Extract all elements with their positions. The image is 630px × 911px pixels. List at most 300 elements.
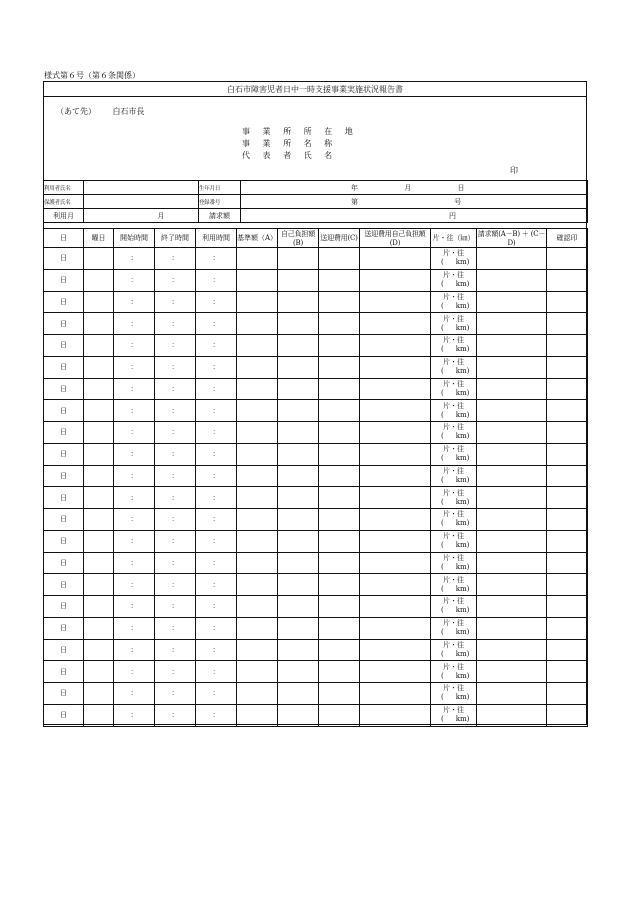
self-pay-cell[interactable] (278, 465, 319, 487)
record-rows (44, 248, 588, 727)
table-row (44, 335, 588, 357)
trip-cell[interactable] (431, 661, 477, 683)
base-cell[interactable] (237, 269, 278, 291)
weekday-cell[interactable] (84, 465, 114, 487)
start-cell[interactable]: ： (114, 400, 155, 422)
start-cell[interactable]: ： (114, 422, 155, 444)
confirm-cell[interactable] (547, 378, 588, 400)
confirm-cell[interactable] (547, 530, 588, 552)
self-pay-cell[interactable] (278, 422, 319, 444)
weekday-cell[interactable] (84, 617, 114, 639)
claim-cell[interactable] (477, 248, 547, 270)
trip-cell[interactable] (431, 596, 477, 618)
claim-cell[interactable] (477, 530, 547, 552)
report-form (43, 81, 587, 725)
usage-cell[interactable]: ： (196, 378, 237, 400)
day-cell[interactable]: 日 (44, 443, 84, 465)
day-cell[interactable]: 日 (44, 596, 84, 618)
trip-type-label: 片・往 (443, 292, 464, 301)
trip-cell[interactable] (431, 443, 477, 465)
day-cell[interactable]: 日 (44, 422, 84, 444)
weekday-cell[interactable] (84, 248, 114, 270)
usage-cell[interactable]: ： (196, 530, 237, 552)
base-cell[interactable] (237, 683, 278, 705)
weekday-cell[interactable] (84, 683, 114, 705)
start-cell[interactable]: ： (114, 639, 155, 661)
confirm-cell[interactable] (547, 704, 588, 726)
trip-cell[interactable] (431, 530, 477, 552)
self-pay-cell[interactable] (278, 704, 319, 726)
claim-cell[interactable] (477, 269, 547, 291)
start-cell[interactable]: ： (114, 443, 155, 465)
transport-self-cell[interactable] (360, 683, 431, 705)
claim-field[interactable]: 円 (241, 209, 588, 223)
transport-self-cell[interactable] (360, 422, 431, 444)
end-cell[interactable]: ： (155, 487, 196, 509)
day-cell[interactable]: 日 (44, 661, 84, 683)
confirm-cell[interactable] (547, 509, 588, 531)
end-cell[interactable]: ： (155, 378, 196, 400)
confirm-cell[interactable] (547, 617, 588, 639)
trip-cell[interactable] (431, 378, 477, 400)
end-cell[interactable]: ： (155, 356, 196, 378)
day-cell[interactable]: 日 (44, 400, 84, 422)
usage-cell[interactable]: ： (196, 639, 237, 661)
confirm-cell[interactable] (547, 487, 588, 509)
confirm-cell[interactable] (547, 574, 588, 596)
weekday-cell[interactable] (84, 704, 114, 726)
claim-cell[interactable] (477, 356, 547, 378)
table-row (44, 704, 588, 726)
trip-cell[interactable] (431, 400, 477, 422)
trip-cell[interactable] (431, 291, 477, 313)
end-cell[interactable]: ： (155, 400, 196, 422)
header-row (44, 229, 588, 248)
self-pay-cell[interactable] (278, 596, 319, 618)
transport-self-cell[interactable] (360, 248, 431, 270)
self-pay-cell[interactable] (278, 574, 319, 596)
start-cell[interactable]: ： (114, 335, 155, 357)
day-cell[interactable]: 日 (44, 617, 84, 639)
claim-cell[interactable] (477, 683, 547, 705)
transport-self-cell[interactable] (360, 400, 431, 422)
col-confirm: 確認印 (547, 229, 588, 248)
transport-cell[interactable] (319, 291, 360, 313)
birth-field[interactable]: 年 月 日 (241, 181, 588, 195)
confirm-cell[interactable] (547, 596, 588, 618)
usage-cell[interactable]: ： (196, 313, 237, 335)
transport-self-cell[interactable] (360, 552, 431, 574)
table-row (44, 378, 588, 400)
weekday-cell[interactable] (84, 530, 114, 552)
start-cell[interactable]: ： (114, 248, 155, 270)
confirm-cell[interactable] (547, 313, 588, 335)
transport-self-cell[interactable] (360, 487, 431, 509)
day-cell[interactable]: 日 (44, 378, 84, 400)
start-cell[interactable]: ： (114, 509, 155, 531)
weekday-cell[interactable] (84, 443, 114, 465)
usage-cell[interactable]: ： (196, 443, 237, 465)
col-usage: 利用時間 (196, 229, 237, 248)
confirm-cell[interactable] (547, 356, 588, 378)
self-pay-cell[interactable] (278, 552, 319, 574)
claim-cell[interactable] (477, 552, 547, 574)
day-cell[interactable]: 日 (44, 465, 84, 487)
start-cell[interactable]: ： (114, 291, 155, 313)
usage-cell[interactable]: ： (196, 291, 237, 313)
claim-cell[interactable] (477, 596, 547, 618)
claim-cell[interactable] (477, 617, 547, 639)
weekday-cell[interactable] (84, 378, 114, 400)
claim-cell[interactable] (477, 378, 547, 400)
claim-cell[interactable] (477, 313, 547, 335)
start-cell[interactable]: ： (114, 596, 155, 618)
base-cell[interactable] (237, 639, 278, 661)
weekday-cell[interactable] (84, 400, 114, 422)
end-cell[interactable]: ： (155, 248, 196, 270)
self-pay-cell[interactable] (278, 617, 319, 639)
start-cell[interactable]: ： (114, 552, 155, 574)
trip-cell[interactable] (431, 552, 477, 574)
day-cell[interactable]: 日 (44, 356, 84, 378)
self-pay-cell[interactable] (278, 356, 319, 378)
claim-cell[interactable] (477, 400, 547, 422)
trip-type-label: 片・往 (443, 553, 464, 562)
weekday-cell[interactable] (84, 574, 114, 596)
use-month-field[interactable]: 月 (84, 209, 199, 223)
start-cell[interactable]: ： (114, 313, 155, 335)
weekday-cell[interactable] (84, 356, 114, 378)
confirm-cell[interactable] (547, 291, 588, 313)
self-pay-cell[interactable] (278, 661, 319, 683)
day-cell[interactable]: 日 (44, 683, 84, 705)
trip-cell[interactable] (431, 313, 477, 335)
transport-cell[interactable] (319, 683, 360, 705)
confirm-cell[interactable] (547, 552, 588, 574)
self-pay-cell[interactable] (278, 683, 319, 705)
weekday-cell[interactable] (84, 291, 114, 313)
weekday-cell[interactable] (84, 596, 114, 618)
weekday-cell[interactable] (84, 487, 114, 509)
trip-cell[interactable] (431, 617, 477, 639)
usage-cell[interactable]: ： (196, 704, 237, 726)
base-cell[interactable] (237, 596, 278, 618)
weekday-cell[interactable] (84, 552, 114, 574)
transport-cell[interactable] (319, 400, 360, 422)
self-pay-cell[interactable] (278, 509, 319, 531)
end-cell[interactable]: ： (155, 509, 196, 531)
trip-cell[interactable] (431, 422, 477, 444)
transport-cell[interactable] (319, 335, 360, 357)
claim-cell[interactable] (477, 661, 547, 683)
self-pay-cell[interactable] (278, 335, 319, 357)
start-cell[interactable]: ： (114, 574, 155, 596)
col-transport: 送迎費用(C) (319, 229, 360, 248)
confirm-cell[interactable] (547, 269, 588, 291)
day-cell[interactable]: 日 (44, 639, 84, 661)
confirm-cell[interactable] (547, 422, 588, 444)
trip-cell[interactable] (431, 465, 477, 487)
trip-km-label: ( km) (441, 606, 470, 615)
start-cell[interactable]: ： (114, 683, 155, 705)
table-row (44, 465, 588, 487)
self-pay-cell[interactable] (278, 639, 319, 661)
end-cell[interactable]: ： (155, 291, 196, 313)
trip-cell[interactable] (431, 248, 477, 270)
base-cell[interactable] (237, 422, 278, 444)
usage-cell[interactable]: ： (196, 596, 237, 618)
trip-type-label: 片・往 (443, 466, 464, 475)
transport-cell[interactable] (319, 617, 360, 639)
weekday-cell[interactable] (84, 639, 114, 661)
self-pay-cell[interactable] (278, 248, 319, 270)
reg-field[interactable]: 第 号 (241, 195, 588, 209)
weekday-cell[interactable] (84, 313, 114, 335)
start-cell[interactable]: ： (114, 465, 155, 487)
transport-self-cell[interactable] (360, 704, 431, 726)
transport-cell[interactable] (319, 356, 360, 378)
start-cell[interactable]: ： (114, 487, 155, 509)
weekday-cell[interactable] (84, 269, 114, 291)
claim-cell[interactable] (477, 509, 547, 531)
usage-cell[interactable]: ： (196, 248, 237, 270)
transport-self-cell[interactable] (360, 465, 431, 487)
weekday-cell[interactable] (84, 335, 114, 357)
form-title: 白石市障害児者日中一時支援事業実施状況報告書 (44, 84, 586, 97)
day-cell[interactable]: 日 (44, 248, 84, 270)
self-pay-cell[interactable] (278, 291, 319, 313)
base-cell[interactable] (237, 465, 278, 487)
usage-cell[interactable]: ： (196, 400, 237, 422)
form-code: 様式第６号（第６条関係） (44, 71, 140, 80)
day-cell[interactable]: 日 (44, 313, 84, 335)
base-cell[interactable] (237, 443, 278, 465)
transport-cell[interactable] (319, 639, 360, 661)
trip-cell[interactable] (431, 683, 477, 705)
day-cell[interactable]: 日 (44, 269, 84, 291)
usage-cell[interactable]: ： (196, 422, 237, 444)
day-cell[interactable]: 日 (44, 574, 84, 596)
table-row (44, 574, 588, 596)
day-cell[interactable]: 日 (44, 487, 84, 509)
transport-cell[interactable] (319, 509, 360, 531)
usage-cell[interactable]: ： (196, 683, 237, 705)
base-cell[interactable] (237, 248, 278, 270)
self-pay-cell[interactable] (278, 378, 319, 400)
start-cell[interactable]: ： (114, 661, 155, 683)
end-cell[interactable]: ： (155, 552, 196, 574)
self-pay-cell[interactable] (278, 400, 319, 422)
claim-cell[interactable] (477, 639, 547, 661)
claim-cell[interactable] (477, 704, 547, 726)
usage-cell[interactable]: ： (196, 552, 237, 574)
business-info (242, 126, 358, 162)
base-cell[interactable] (237, 356, 278, 378)
confirm-cell[interactable] (547, 683, 588, 705)
base-cell[interactable] (237, 313, 278, 335)
start-cell[interactable]: ： (114, 704, 155, 726)
end-cell[interactable]: ： (155, 704, 196, 726)
day-cell[interactable]: 日 (44, 552, 84, 574)
base-cell[interactable] (237, 530, 278, 552)
transport-self-cell[interactable] (360, 443, 431, 465)
day-cell[interactable]: 日 (44, 509, 84, 531)
claim-cell[interactable] (477, 574, 547, 596)
end-cell[interactable]: ： (155, 574, 196, 596)
confirm-cell[interactable] (547, 335, 588, 357)
end-cell[interactable]: ： (155, 530, 196, 552)
end-cell[interactable]: ： (155, 617, 196, 639)
transport-cell[interactable] (319, 378, 360, 400)
transport-cell[interactable] (319, 248, 360, 270)
start-cell[interactable]: ： (114, 378, 155, 400)
transport-self-cell[interactable] (360, 291, 431, 313)
end-cell[interactable]: ： (155, 313, 196, 335)
base-cell[interactable] (237, 704, 278, 726)
base-cell[interactable] (237, 400, 278, 422)
transport-cell[interactable] (319, 661, 360, 683)
claim-cell[interactable] (477, 422, 547, 444)
transport-cell[interactable] (319, 596, 360, 618)
day-cell[interactable]: 日 (44, 704, 84, 726)
claim-cell[interactable] (477, 443, 547, 465)
base-cell[interactable] (237, 661, 278, 683)
base-cell[interactable] (237, 487, 278, 509)
confirm-cell[interactable] (547, 465, 588, 487)
trip-cell[interactable] (431, 487, 477, 509)
confirm-cell[interactable] (547, 443, 588, 465)
end-cell[interactable]: ： (155, 639, 196, 661)
usage-cell[interactable]: ： (196, 356, 237, 378)
day-cell[interactable]: 日 (44, 335, 84, 357)
transport-self-cell[interactable] (360, 639, 431, 661)
transport-cell[interactable] (319, 313, 360, 335)
usage-cell[interactable]: ： (196, 335, 237, 357)
usage-cell[interactable]: ： (196, 487, 237, 509)
claim-cell[interactable] (477, 291, 547, 313)
trip-type-label: 片・往 (443, 445, 464, 454)
transport-cell[interactable] (319, 704, 360, 726)
trip-cell[interactable] (431, 639, 477, 661)
guardian-field[interactable] (84, 195, 199, 209)
confirm-cell[interactable] (547, 400, 588, 422)
base-cell[interactable] (237, 378, 278, 400)
biz-address-label: 事 業 所 所 在 地 (242, 127, 358, 136)
transport-self-cell[interactable] (360, 596, 431, 618)
col-self-pay: 自己負担額(B) (278, 229, 319, 248)
end-cell[interactable]: ： (155, 443, 196, 465)
trip-cell[interactable] (431, 574, 477, 596)
transport-self-cell[interactable] (360, 335, 431, 357)
start-cell[interactable]: ： (114, 269, 155, 291)
transport-self-cell[interactable] (360, 313, 431, 335)
table-row (44, 509, 588, 531)
self-pay-cell[interactable] (278, 487, 319, 509)
transport-cell[interactable] (319, 465, 360, 487)
transport-self-cell[interactable] (360, 356, 431, 378)
trip-km-label: ( km) (441, 562, 470, 571)
confirm-cell[interactable] (547, 248, 588, 270)
start-cell[interactable]: ： (114, 530, 155, 552)
transport-self-cell[interactable] (360, 574, 431, 596)
base-cell[interactable] (237, 574, 278, 596)
transport-cell[interactable] (319, 552, 360, 574)
usage-cell[interactable]: ： (196, 574, 237, 596)
trip-type-label: 片・往 (443, 488, 464, 497)
end-cell[interactable]: ： (155, 422, 196, 444)
start-cell[interactable]: ： (114, 617, 155, 639)
trip-type-label: 片・往 (443, 423, 464, 432)
confirm-cell[interactable] (547, 639, 588, 661)
transport-cell[interactable] (319, 530, 360, 552)
transport-self-cell[interactable] (360, 530, 431, 552)
trip-cell[interactable] (431, 335, 477, 357)
base-cell[interactable] (237, 552, 278, 574)
transport-cell[interactable] (319, 422, 360, 444)
confirm-cell[interactable] (547, 661, 588, 683)
start-cell[interactable]: ： (114, 356, 155, 378)
claim-cell[interactable] (477, 335, 547, 357)
transport-cell[interactable] (319, 574, 360, 596)
weekday-cell[interactable] (84, 422, 114, 444)
user-name-label: 利用者氏名 (44, 181, 84, 195)
transport-self-cell[interactable] (360, 661, 431, 683)
base-cell[interactable] (237, 509, 278, 531)
base-cell[interactable] (237, 291, 278, 313)
self-pay-cell[interactable] (278, 443, 319, 465)
usage-cell[interactable]: ： (196, 617, 237, 639)
trip-cell[interactable] (431, 704, 477, 726)
transport-self-cell[interactable] (360, 378, 431, 400)
usage-cell[interactable]: ： (196, 465, 237, 487)
end-cell[interactable]: ： (155, 465, 196, 487)
transport-cell[interactable] (319, 487, 360, 509)
claim-cell[interactable] (477, 487, 547, 509)
self-pay-cell[interactable] (278, 313, 319, 335)
usage-cell[interactable]: ： (196, 661, 237, 683)
claim-cell[interactable] (477, 465, 547, 487)
base-cell[interactable] (237, 617, 278, 639)
weekday-cell[interactable] (84, 509, 114, 531)
table-row (44, 422, 588, 444)
user-name-field[interactable] (84, 181, 199, 195)
transport-self-cell[interactable] (360, 509, 431, 531)
transport-cell[interactable] (319, 443, 360, 465)
trip-km-label: ( km) (441, 628, 470, 637)
table-row (44, 443, 588, 465)
trip-cell[interactable] (431, 509, 477, 531)
trip-cell[interactable] (431, 269, 477, 291)
transport-self-cell[interactable] (360, 269, 431, 291)
base-cell[interactable] (237, 335, 278, 357)
self-pay-cell[interactable] (278, 269, 319, 291)
self-pay-cell[interactable] (278, 530, 319, 552)
trip-cell[interactable] (431, 356, 477, 378)
end-cell[interactable]: ： (155, 335, 196, 357)
end-cell[interactable]: ： (155, 596, 196, 618)
transport-cell[interactable] (319, 269, 360, 291)
transport-self-cell[interactable] (360, 617, 431, 639)
end-cell[interactable]: ： (155, 683, 196, 705)
end-cell[interactable]: ： (155, 661, 196, 683)
end-cell[interactable]: ： (155, 269, 196, 291)
birth-label: 生年月日 (199, 181, 241, 195)
usage-cell[interactable]: ： (196, 269, 237, 291)
usage-cell[interactable]: ： (196, 509, 237, 531)
day-cell[interactable]: 日 (44, 530, 84, 552)
weekday-cell[interactable] (84, 661, 114, 683)
day-cell[interactable]: 日 (44, 291, 84, 313)
